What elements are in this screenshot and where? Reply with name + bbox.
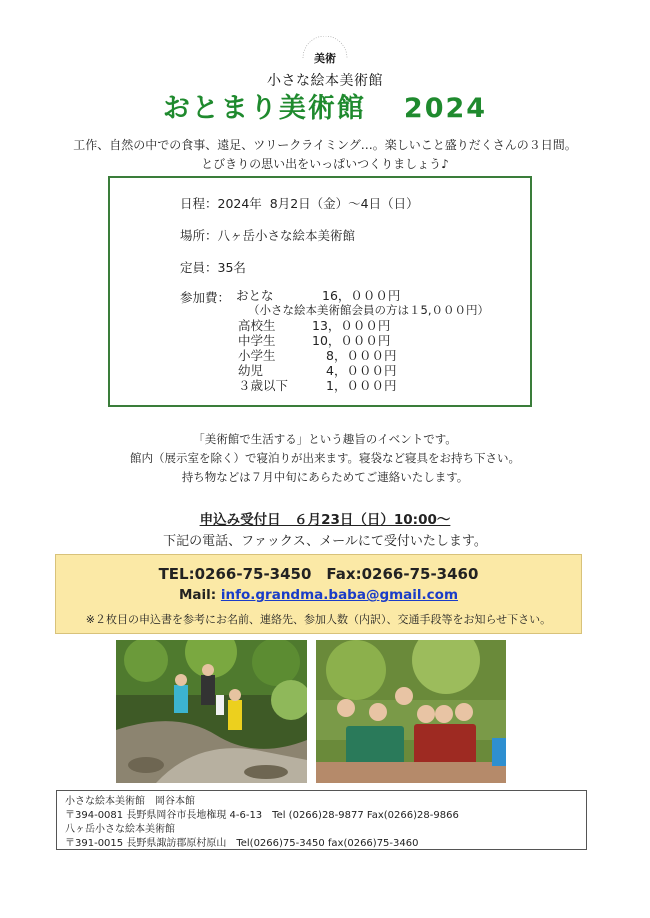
fee-infant-label: 幼児	[238, 363, 264, 378]
svg-text:美術: 美術	[314, 52, 336, 65]
fee-highschool-amount: 13，０００円	[312, 318, 391, 333]
footer-address-box	[56, 790, 587, 850]
footer-line: 〒391-0015 長野県諏訪郡原村原山 Tel(0266)75-3450 fax(0266)75-3460	[65, 838, 419, 849]
event-date: 日程：2024年 8月2日（金）～4日（日）	[180, 196, 419, 211]
logo-name: 小さな絵本美術館	[267, 73, 383, 89]
photo-children-stream	[116, 640, 307, 783]
event-place: 場所：八ヶ岳小さな絵本美術館	[180, 228, 356, 243]
event-line: 館内（展示室を除く）で寝泊りが出来ます。寝袋など寝具をお持ち下さい。	[129, 451, 521, 465]
photo-children-buckets	[316, 640, 506, 783]
email-label: Mail:	[178, 587, 221, 603]
title-main: おとまり美術館	[162, 93, 366, 124]
museum-logo	[0, 36, 650, 90]
application-method: 下記の電話、ファックス、メールにて受付いたします。	[163, 534, 487, 549]
email-link[interactable]: info.grandma.baba@gmail.com	[220, 587, 459, 603]
phone-fax: TEL:0266-75-3450 Fax:0266-75-3460	[158, 565, 479, 583]
intro-text	[0, 136, 650, 174]
fee-elementary-amount: 8，０００円	[326, 348, 397, 363]
intro-line: 工作、自然の中での食事、遠足、ツリークライミング…。楽しいこと盛りだくさんの３日間。	[73, 138, 577, 152]
fee-under3-amount: 1，０００円	[326, 378, 397, 393]
fee-middleschool-amount: 10，０００円	[312, 333, 391, 348]
fee-infant-amount: 4，０００円	[326, 363, 397, 378]
footer-line: 八ヶ岳小さな絵本美術館	[65, 824, 175, 835]
fee-highschool-label: 高校生	[238, 318, 276, 333]
event-line: 持ち物などは７月中旬にあらためてご連絡いたします。	[181, 470, 469, 484]
fee-elementary-label: 小学生	[238, 348, 276, 363]
fee-under3-label: ３歳以下	[238, 378, 289, 393]
event-description	[0, 430, 650, 487]
application-date-heading: 申込み受付日 ６月23日（日）10:00～	[199, 512, 451, 528]
page-title	[0, 86, 650, 125]
contact-box	[55, 554, 582, 634]
title-year: 2024	[403, 93, 488, 124]
event-line: 「美術館で生活する」という趣旨のイベントです。	[193, 432, 457, 446]
application-note: ※２枚目の申込書を参考にお名前、連絡先、参加人数（内訳）、交通手段等をお知らせ下さい。	[85, 613, 552, 626]
logo-emblem-icon	[295, 36, 355, 72]
footer-line: 〒394-0081 長野県岡谷市長地権現 4-6-13 Tel (0266)28-9877 Fax(0266)28-9866	[65, 810, 459, 821]
event-capacity: 定員：35名	[180, 260, 246, 275]
intro-line: とびきりの思い出をいっぱいつくりましょう♪	[201, 157, 449, 171]
fee-middleschool-label: 中学生	[238, 333, 276, 348]
fee-adult-amount: 16，０００円	[322, 288, 401, 303]
footer-line: 小さな絵本美術館 岡谷本館	[65, 796, 195, 807]
fee-adult-label: おとな	[236, 288, 274, 303]
member-discount-note: （小さな絵本美術館会員の方は１5,０００円）	[248, 303, 489, 317]
email-line	[56, 587, 581, 603]
fee-label: 参加費：	[180, 290, 231, 305]
